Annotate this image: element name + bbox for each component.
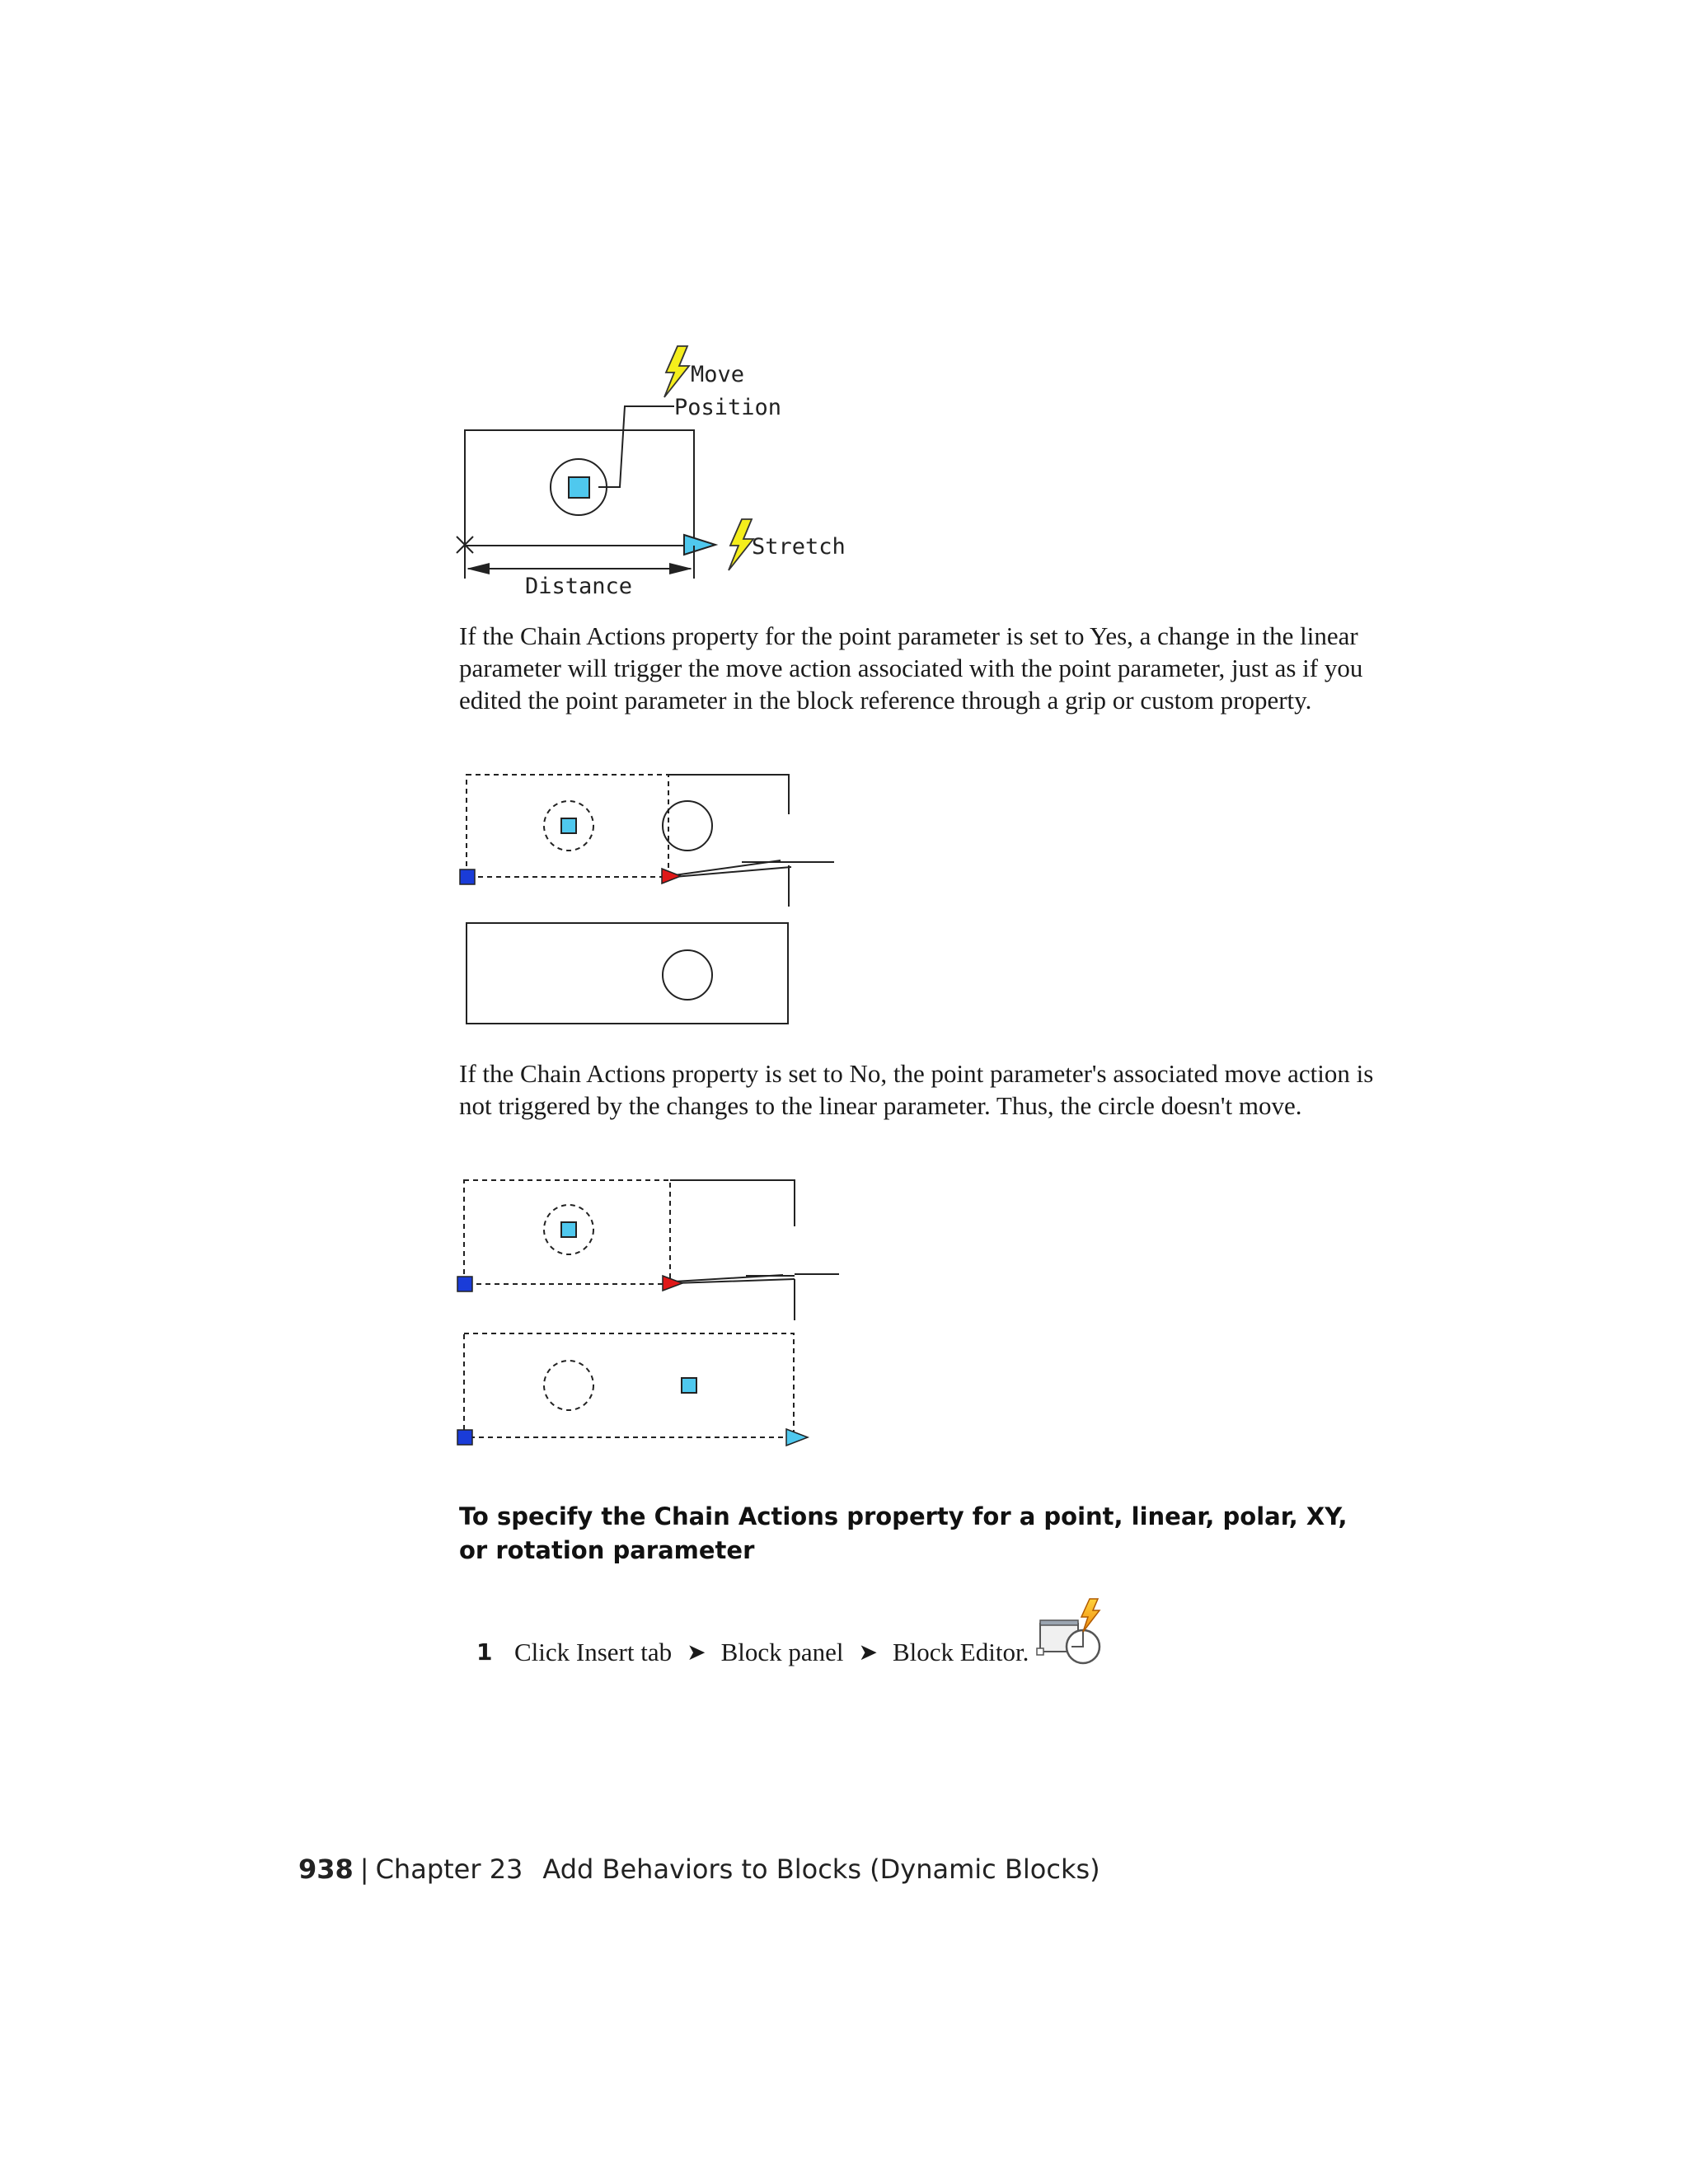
- stretch-grip-arrow: [684, 535, 715, 555]
- stretch-grip-arrow: [663, 1276, 682, 1291]
- distance-label: Distance: [525, 574, 633, 599]
- stretch-grip-arrow: [786, 1429, 808, 1446]
- position-label: Position: [674, 395, 782, 420]
- stretch-action-bolt-icon: [729, 519, 753, 570]
- figure-chain-actions-no: [445, 1170, 857, 1451]
- paragraph-chain-no: If the Chain Actions property is set to No, the point parameter's associated move action is not triggered by the changes to the linear parameter. Thus, the circle doesn't move.: [459, 1059, 1374, 1120]
- position-leader: [598, 406, 674, 487]
- step-insert-tab: Click Insert tab: [514, 1638, 673, 1666]
- result-circle: [663, 950, 712, 1000]
- point-grip: [561, 818, 576, 833]
- point-grip: [569, 477, 589, 498]
- result-block-rectangle: [467, 923, 788, 1024]
- procedure-step-1: [476, 1636, 1114, 1669]
- step-number: 1: [476, 1638, 493, 1666]
- chapter-title: Add Behaviors to Blocks (Dynamic Blocks): [542, 1854, 1100, 1885]
- step-arrow-icon: ➤: [858, 1638, 878, 1666]
- page-number: 938: [298, 1854, 354, 1885]
- step-block-editor: Block Editor.: [893, 1638, 1029, 1666]
- figure-block-definition: [445, 334, 874, 606]
- point-grip: [561, 1222, 576, 1237]
- paragraph-chain-yes: If the Chain Actions property for the point parameter is set to Yes, a change in the linear parameter will trigger the move action associated with the point parameter, just as if you edited the point parameter in the block reference through a grip or custom property.: [459, 621, 1363, 715]
- block-editor-icon: [1035, 1596, 1114, 1671]
- moved-point-grip: [682, 1378, 696, 1393]
- chapter-label: Chapter 23: [375, 1854, 523, 1885]
- stretch-frame-lines: [674, 860, 834, 877]
- dimension-arrow-left: [467, 563, 490, 574]
- stretch-label: Stretch: [752, 534, 846, 560]
- circle-not-moved: [544, 1361, 593, 1410]
- base-grip: [460, 869, 475, 884]
- stretch-frame-lines: [674, 1274, 839, 1283]
- result-dashed-block: [464, 1333, 794, 1437]
- dimension-arrow-right: [669, 563, 692, 574]
- move-label: Move: [691, 362, 745, 387]
- base-grip: [457, 1277, 472, 1291]
- original-block-outline: [668, 775, 789, 907]
- move-action-bolt-icon: [664, 346, 689, 397]
- circle-moved: [663, 801, 712, 851]
- step-arrow-icon: ➤: [687, 1638, 706, 1666]
- page-footer: [298, 1853, 1100, 1886]
- step-block-panel: Block panel: [720, 1638, 844, 1666]
- procedure-heading: To specify the Chain Actions property for a point, linear, polar, XY, or rotation parameter: [459, 1502, 1348, 1564]
- footer-separator: |: [359, 1854, 369, 1885]
- base-grip: [457, 1430, 472, 1445]
- stretch-grip-arrow: [662, 869, 681, 883]
- original-block-outline: [670, 1180, 795, 1320]
- figure-chain-actions-yes: [445, 762, 857, 1038]
